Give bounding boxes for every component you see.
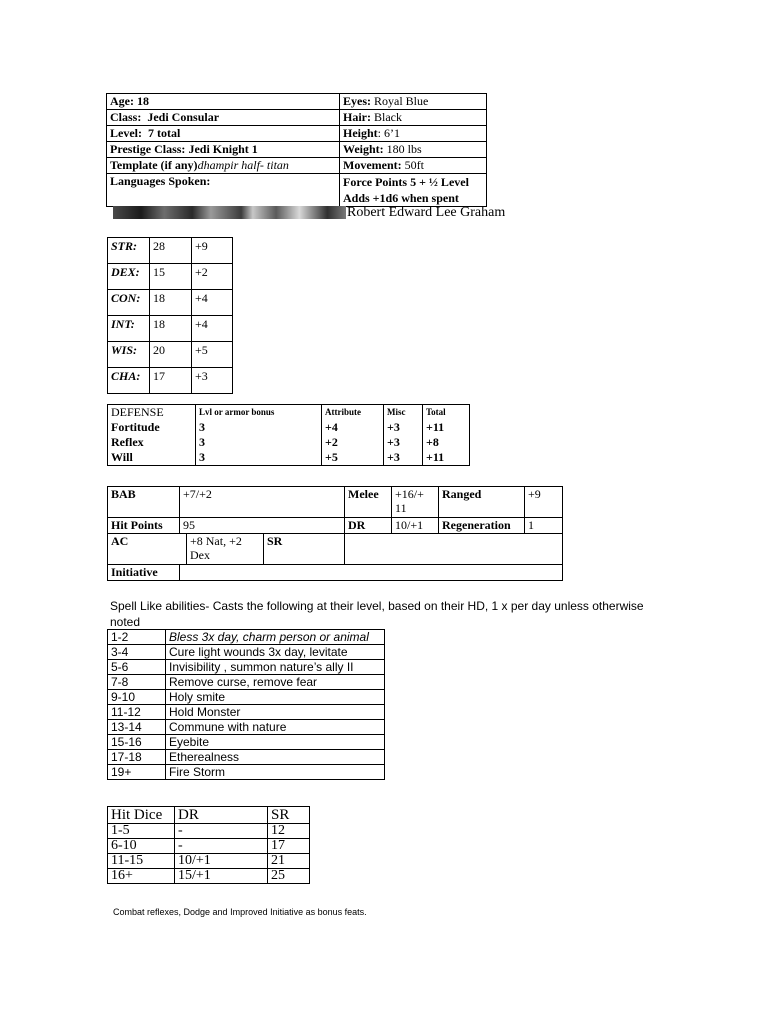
- spell-desc: Etherealness: [166, 750, 385, 765]
- bonus-feats-note: Combat reflexes, Dodge and Improved Initiative as bonus feats.: [113, 907, 367, 917]
- melee-label: Melee: [345, 487, 392, 518]
- weight-label: Weight:: [343, 142, 384, 156]
- combat-row-bab: [108, 487, 563, 518]
- defense-header: Lvl or armor bonus: [196, 405, 322, 421]
- ability-name: STR:: [108, 238, 150, 264]
- movement-label: Movement:: [343, 158, 402, 172]
- defense-table: [107, 404, 470, 466]
- template-cell: [107, 158, 340, 174]
- class-cell: [107, 110, 340, 126]
- height-label: Height: [343, 126, 378, 140]
- hit-dice-dr: -: [175, 839, 268, 854]
- prestige-value: Jedi Knight 1: [188, 142, 258, 156]
- spell-desc: Remove curse, remove fear: [166, 675, 385, 690]
- spell-range: 1-2: [108, 630, 166, 645]
- defense-attr: +5: [322, 450, 384, 466]
- eyes-value: Royal Blue: [374, 94, 429, 108]
- defense-name: Reflex: [108, 435, 196, 450]
- spell-desc: Fire Storm: [166, 765, 385, 780]
- defense-misc: +3: [384, 450, 423, 466]
- bab-value: +7/+2: [180, 487, 345, 518]
- info-row: [107, 126, 487, 142]
- hair-cell: [340, 110, 487, 126]
- hit-dice-row: [108, 824, 310, 839]
- hit-dice-sr: 17: [268, 839, 310, 854]
- spell-row: [108, 675, 385, 690]
- info-row: [107, 94, 487, 110]
- ability-name: WIS:: [108, 342, 150, 368]
- spell-desc: Invisibility , summon nature’s ally II: [166, 660, 385, 675]
- spell-desc: Holy smite: [166, 690, 385, 705]
- ability-mod: +4: [192, 290, 233, 316]
- spell-range: 3-4: [108, 645, 166, 660]
- height-cell: [340, 126, 487, 142]
- defense-total: +11: [423, 450, 470, 466]
- weight-value: 180 lbs: [386, 142, 422, 156]
- ability-mod: +4: [192, 316, 233, 342]
- defense-attr: +2: [322, 435, 384, 450]
- defense-lvl: 3: [196, 420, 322, 435]
- languages-label: Languages Spoken:: [110, 174, 211, 188]
- ability-scores-table: [107, 237, 233, 394]
- prestige-label: Prestige Class:: [110, 142, 186, 156]
- hit-dice-row: [108, 854, 310, 869]
- prestige-cell: [107, 142, 340, 158]
- spell-row: [108, 750, 385, 765]
- hit-dice-header: DR: [175, 807, 268, 824]
- info-row: [107, 110, 487, 126]
- ability-name: DEX:: [108, 264, 150, 290]
- hit-dice-table: [107, 806, 310, 884]
- languages-cell: [107, 174, 340, 207]
- combat-row-hp: [108, 518, 563, 534]
- spell-row: [108, 660, 385, 675]
- ability-name: CHA:: [108, 368, 150, 394]
- regeneration-value: 1: [525, 518, 563, 534]
- spell-row: [108, 630, 385, 645]
- ability-row-wis: [108, 342, 233, 368]
- ability-score: 15: [150, 264, 192, 290]
- spell-row: [108, 765, 385, 780]
- age-cell: [107, 94, 340, 110]
- info-row: [107, 142, 487, 158]
- spell-range: 5-6: [108, 660, 166, 675]
- class-value: Jedi Consular: [147, 110, 220, 124]
- movement-value: 50ft: [404, 158, 424, 172]
- ability-row-str: [108, 238, 233, 264]
- initiative-value: [180, 565, 563, 581]
- level-value: 7 total: [148, 126, 181, 140]
- spell-desc: Bless 3x day, charm person or animal: [166, 630, 385, 645]
- ability-score: 18: [150, 316, 192, 342]
- info-row: [107, 174, 487, 207]
- spell-desc: Eyebite: [166, 735, 385, 750]
- ability-score: 17: [150, 368, 192, 394]
- defense-header-row: [108, 405, 470, 421]
- hit-dice-header-row: [108, 807, 310, 824]
- ac-value: +8 Nat, +2 Dex: [187, 534, 264, 565]
- spell-row: [108, 735, 385, 750]
- hit-dice-sr: 25: [268, 869, 310, 884]
- initiative-label: Initiative: [108, 565, 180, 581]
- melee-value: +16/+ 11: [392, 487, 439, 518]
- ranged-label: Ranged: [439, 487, 525, 518]
- ability-score: 18: [150, 290, 192, 316]
- sr-label: SR: [264, 534, 345, 565]
- hit-dice-sr: 21: [268, 854, 310, 869]
- hit-dice-dr: -: [175, 824, 268, 839]
- hair-label: Hair:: [343, 110, 371, 124]
- hit-dice-range: 6-10: [108, 839, 175, 854]
- hit-dice-sr: 12: [268, 824, 310, 839]
- ability-row-int: [108, 316, 233, 342]
- defense-name: Fortitude: [108, 420, 196, 435]
- defense-header: DEFENSE: [108, 405, 196, 421]
- spell-row: [108, 690, 385, 705]
- eyes-label: Eyes:: [343, 94, 371, 108]
- defense-header: Total: [423, 405, 470, 421]
- spell-range: 11-12: [108, 705, 166, 720]
- movement-cell: [340, 158, 487, 174]
- defense-lvl: 3: [196, 435, 322, 450]
- spell-desc: Cure light wounds 3x day, levitate: [166, 645, 385, 660]
- ability-name: CON:: [108, 290, 150, 316]
- ability-mod: +5: [192, 342, 233, 368]
- ability-mod: +3: [192, 368, 233, 394]
- eyes-cell: [340, 94, 487, 110]
- defense-misc: +3: [384, 420, 423, 435]
- defense-header: Misc: [384, 405, 423, 421]
- regeneration-label: Regeneration: [439, 518, 525, 534]
- hp-label: Hit Points: [108, 518, 180, 534]
- defense-name: Will: [108, 450, 196, 466]
- ability-mod: +2: [192, 264, 233, 290]
- hit-dice-range: 1-5: [108, 824, 175, 839]
- age-label: Age:: [110, 94, 134, 108]
- ability-score: 20: [150, 342, 192, 368]
- spell-desc: Commune with nature: [166, 720, 385, 735]
- hit-dice-header: Hit Dice: [108, 807, 175, 824]
- ability-mod: +9: [192, 238, 233, 264]
- class-label: Class:: [110, 110, 142, 124]
- hit-dice-dr: 15/+1: [175, 869, 268, 884]
- hit-dice-range: 11-15: [108, 854, 175, 869]
- template-value: dhampir half- titan: [197, 158, 289, 172]
- hit-dice-range: 16+: [108, 869, 175, 884]
- spell-like-abilities-table: [107, 629, 385, 780]
- height-value: : 6’1: [377, 126, 401, 140]
- defense-header: Attribute: [322, 405, 384, 421]
- defense-total: +11: [423, 420, 470, 435]
- defense-row-reflex: [108, 435, 470, 450]
- spell-range: 13-14: [108, 720, 166, 735]
- ability-row-con: [108, 290, 233, 316]
- hp-value: 95: [180, 518, 345, 534]
- combat-table: [107, 486, 563, 581]
- dr-label: DR: [345, 518, 392, 534]
- template-label: Template (if any): [110, 158, 198, 172]
- ability-row-dex: [108, 264, 233, 290]
- character-name: Robert Edward Lee Graham: [347, 205, 506, 220]
- ability-score: 28: [150, 238, 192, 264]
- level-cell: [107, 126, 340, 142]
- defense-attr: +4: [322, 420, 384, 435]
- ranged-value: +9: [525, 487, 563, 518]
- defense-lvl: 3: [196, 450, 322, 466]
- spell-row: [108, 720, 385, 735]
- ability-name: INT:: [108, 316, 150, 342]
- hit-dice-row: [108, 839, 310, 854]
- spell-range: 19+: [108, 765, 166, 780]
- spell-row: [108, 705, 385, 720]
- spell-range: 17-18: [108, 750, 166, 765]
- weight-cell: [340, 142, 487, 158]
- spell-range: 9-10: [108, 690, 166, 705]
- spell-desc: Hold Monster: [166, 705, 385, 720]
- combat-row-initiative: [108, 565, 563, 581]
- level-label: Level:: [110, 126, 142, 140]
- hit-dice-header: SR: [268, 807, 310, 824]
- hair-value: Black: [374, 110, 402, 124]
- ability-row-cha: [108, 368, 233, 394]
- defense-misc: +3: [384, 435, 423, 450]
- spell-range: 15-16: [108, 735, 166, 750]
- spell-range: 7-8: [108, 675, 166, 690]
- dr-value: 10/+1: [392, 518, 439, 534]
- defense-row-will: [108, 450, 470, 466]
- force-points-cell: Force Points 5 + ½ Level Adds +1d6 when spent: [340, 174, 487, 207]
- ac-label: AC: [108, 534, 187, 565]
- bab-label: BAB: [108, 487, 180, 518]
- spell-row: [108, 645, 385, 660]
- hit-dice-dr: 10/+1: [175, 854, 268, 869]
- defense-total: +8: [423, 435, 470, 450]
- defense-row-fortitude: [108, 420, 470, 435]
- character-photo: [113, 206, 346, 219]
- spell-like-abilities-intro: Spell Like abilities- Casts the following at their level, based on their HD, 1 x per day unless otherwise noted: [110, 599, 644, 629]
- age-value: 18: [137, 94, 149, 108]
- sr-value: [345, 534, 563, 565]
- character-info-table: [106, 93, 487, 207]
- hit-dice-row: [108, 869, 310, 884]
- info-row: [107, 158, 487, 174]
- combat-row-ac: [108, 534, 563, 565]
